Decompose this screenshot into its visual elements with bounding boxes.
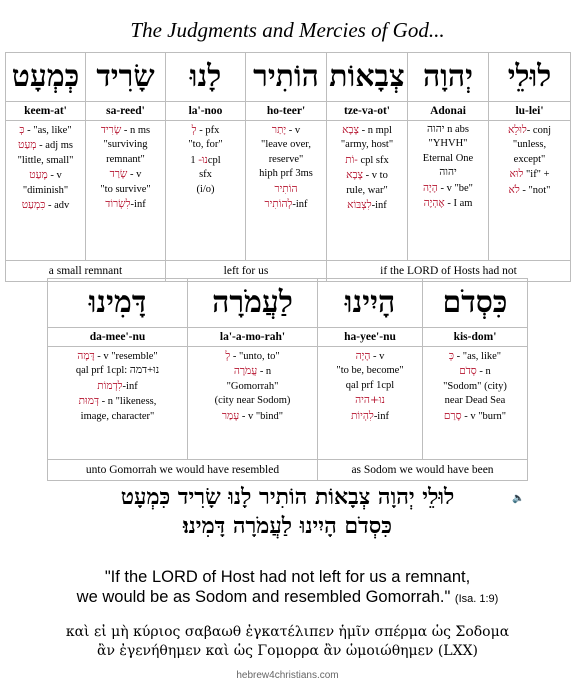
gloss-line: [410, 152, 486, 166]
gloss-hebrew: לִשְׂרוֹד: [105, 198, 131, 211]
gloss-cell: [48, 347, 188, 460]
gloss-line: [190, 394, 315, 408]
gloss-hebrew: לִהְיוֹת: [351, 409, 374, 422]
gloss-row: [48, 347, 528, 460]
translation-phrase: if the LORD of Hosts had not: [327, 261, 571, 282]
gloss-line: [491, 183, 568, 198]
gloss-line: [329, 138, 405, 152]
gloss-hebrew: לְ: [225, 350, 231, 362]
hebrew-word: הוֹתִיר: [246, 53, 327, 102]
gloss-text: - adj ms: [36, 140, 73, 152]
gloss-line: [8, 154, 83, 168]
transliteration: sa-reed': [86, 102, 166, 121]
gloss-hebrew: כְּ: [19, 124, 25, 136]
gloss-line: [190, 380, 315, 394]
gloss-text: "to, for": [188, 139, 223, 151]
gloss-line: [8, 138, 83, 153]
gloss-hebrew: לוּלֵא: [507, 124, 527, 136]
gloss-text: "leave over,: [261, 139, 311, 151]
word-table-2: [47, 278, 528, 481]
gloss-hebrew: מְעַט: [18, 139, 37, 152]
transliteration: la'-a-mo-rah': [188, 328, 318, 347]
gloss-text: - "as, like": [454, 351, 502, 362]
gloss-cell: [246, 121, 327, 261]
gloss-line: [410, 137, 486, 151]
gloss-hebrew: דְּמוּת: [78, 395, 99, 408]
gloss-text: - n: [257, 366, 272, 378]
gloss-line: [190, 409, 315, 424]
english-verse-text: we would be as Sodom and resembled Gomorrah.": [76, 588, 451, 606]
gloss-text: -inf: [130, 199, 146, 211]
transliteration: ho-teer': [246, 102, 327, 121]
gloss-text: - I am: [444, 198, 473, 210]
gloss-line: [425, 409, 525, 424]
gloss-text: - adv: [45, 200, 70, 212]
gloss-text: - n "likeness,: [99, 396, 157, 408]
gloss-line: [425, 380, 525, 394]
gloss-line: [329, 198, 405, 213]
gloss-text: "Gomorrah": [226, 380, 279, 392]
gloss-text: except": [513, 153, 546, 165]
gloss-text: Eternal One: [422, 152, 474, 164]
gloss-line: [248, 153, 324, 167]
gloss-cell: [318, 347, 423, 460]
gloss-text: rule, war": [346, 184, 388, 196]
gloss-text: - conj: [526, 125, 551, 136]
gloss-text: - v to: [363, 170, 388, 182]
gloss-line: [425, 364, 525, 379]
gloss-line: [320, 379, 420, 393]
gloss-hebrew: לְהוֹתִיר: [264, 198, 293, 211]
transliteration: Adonai: [408, 102, 489, 121]
gloss-text: "Sodom" (city): [443, 380, 507, 392]
gloss-hebrew: נוּ-: [198, 153, 208, 166]
gloss-text: - v "be": [437, 182, 473, 194]
gloss-line: [168, 123, 243, 138]
gloss-hebrew: עָמַר: [221, 409, 240, 422]
gloss-text: -inf: [122, 380, 138, 392]
gloss-line: [410, 181, 486, 196]
gloss-text: sfx: [199, 169, 212, 181]
gloss-hebrew: הָיָה: [423, 181, 438, 194]
hebrew-word: צְבָאוֹת: [327, 53, 408, 102]
gloss-text: "to be, become": [336, 365, 404, 377]
hebrew-word: הָיִינוּ: [318, 279, 423, 328]
translation-phrase: left for us: [166, 261, 327, 282]
gloss-cell: [166, 121, 246, 261]
gloss-line: [491, 167, 568, 182]
gloss-text: "surviving: [103, 139, 148, 151]
gloss-line: [190, 349, 315, 364]
word-table-1: [5, 52, 571, 282]
gloss-hebrew: דָּמָה: [77, 350, 95, 362]
gloss-text: image, character": [80, 410, 155, 422]
english-verse-line-2: [0, 587, 575, 609]
hebrew-word: לוּלֵי: [489, 53, 571, 102]
hebrew-word: כִּסְדֹם: [423, 279, 528, 328]
hebrew-row: [48, 279, 528, 328]
gloss-line: [248, 197, 324, 212]
gloss-line: [50, 364, 185, 378]
gloss-line: [88, 167, 163, 182]
gloss-line: [410, 166, 486, 180]
gloss-line: [491, 138, 568, 152]
transliteration: ha-yee'-nu: [318, 328, 423, 347]
gloss-text: near Dead Sea: [444, 395, 506, 407]
gloss-text: "army, host": [340, 139, 394, 151]
gloss-text: - v: [370, 351, 385, 362]
translation-phrase: as Sodom we would have been: [318, 460, 528, 481]
gloss-line: [8, 168, 83, 183]
transliteration: kis-dom': [423, 328, 528, 347]
gloss-cell: [423, 347, 528, 460]
gloss-hebrew: סָרַם: [443, 409, 462, 422]
gloss-text: "to survive": [100, 183, 151, 195]
gloss-text: - v "burn": [461, 410, 507, 422]
hebrew-verse-line-1: לוּלֵי יְהוָה צְבָאוֹת הוֹתִיר לָנוּ שָׂרִיד כִּמְעָט: [120, 484, 455, 510]
speaker-icon[interactable]: 🔈: [512, 493, 525, 504]
page-title: The Judgments and Mercies of God...: [130, 18, 445, 42]
hebrew-word: שָׂרִיד: [86, 53, 166, 102]
gloss-text: -inf: [371, 200, 387, 212]
gloss-line: [168, 138, 243, 152]
gloss-line: [88, 138, 163, 152]
gloss-line: [491, 153, 568, 167]
gloss-text: - pfx: [196, 125, 220, 136]
gloss-text: - v "bind": [239, 410, 284, 422]
gloss-text: יהוה n abs: [426, 124, 470, 135]
gloss-line: [329, 184, 405, 198]
gloss-row: [6, 121, 571, 261]
gloss-hebrew: כִּמְעַט: [21, 199, 46, 212]
gloss-line: [425, 394, 525, 408]
verse-reference: (Isa. 1:9): [454, 593, 499, 605]
gloss-line: [425, 349, 525, 364]
gloss-hebrew: מָעַט: [29, 169, 48, 182]
hebrew-word: כְּמְעָט: [6, 53, 86, 102]
gloss-text: -inf: [373, 410, 389, 422]
greek-verse-line-1: καὶ εἰ μὴ κύριος σαβαωθ ἐγκατέλιπεν ἡμῖν σπέρμα ὡς Σοδομα: [65, 624, 510, 640]
gloss-text: - "as, like": [24, 125, 72, 136]
gloss-text: hiph prf 3ms: [259, 168, 313, 180]
gloss-hebrew: לְ: [191, 124, 197, 136]
gloss-text: "if" +: [523, 169, 550, 181]
translation-phrase: unto Gomorrah we would have resembled: [48, 460, 318, 481]
gloss-line: [410, 123, 486, 137]
gloss-text: "diminish": [22, 184, 69, 196]
hebrew-row: [6, 53, 571, 102]
gloss-text: qal prf 1cpl: [345, 379, 395, 391]
gloss-line: [320, 409, 420, 424]
english-verse-line-1: "If the LORD of Host had not left for us a remnant,: [104, 568, 471, 586]
gloss-cell: [408, 121, 489, 261]
translation-phrase: a small remnant: [6, 261, 166, 282]
gloss-hebrew: סְדֹם: [459, 365, 477, 378]
hebrew-word: לָנוּ: [166, 53, 246, 102]
gloss-text: 1cpl: [190, 154, 221, 166]
gloss-text: - "not": [519, 184, 551, 196]
gloss-hebrew: שָׂרַד: [109, 168, 128, 181]
gloss-line: [50, 349, 185, 364]
greek-verse-line-2: ἂν ἐγενήθημεν καὶ ὡς Γομορρα ἂν ὡμοιώθημεν (LXX): [96, 643, 478, 659]
gloss-cell: [489, 121, 571, 261]
gloss-hebrew: צָבָא: [346, 169, 364, 182]
gloss-text: - v: [47, 170, 62, 182]
gloss-text: יהוה: [439, 167, 457, 179]
hebrew-word: יְהוָה: [408, 53, 489, 102]
gloss-text: - v: [286, 125, 301, 136]
gloss-cell: [86, 121, 166, 261]
gloss-hebrew: אֶהְיֶה: [423, 197, 445, 210]
gloss-line: [329, 168, 405, 183]
gloss-line: [320, 349, 420, 364]
gloss-text: reserve": [268, 153, 304, 165]
gloss-hebrew: וֹת-: [345, 153, 358, 166]
gloss-text: "YHVH": [428, 138, 468, 150]
gloss-line: [168, 168, 243, 182]
gloss-line: [50, 379, 185, 394]
transliteration: keem-at': [6, 102, 86, 121]
transliteration-row: [6, 102, 571, 121]
gloss-line: [8, 123, 83, 138]
gloss-line: [8, 184, 83, 198]
gloss-text: (city near Sodom): [214, 395, 291, 407]
gloss-hebrew: הָיָה: [355, 350, 371, 362]
hebrew-word: דָּמִינוּ: [48, 279, 188, 328]
gloss-hebrew: צָבָא: [342, 124, 359, 136]
gloss-line: [248, 167, 324, 181]
gloss-line: [88, 123, 163, 138]
gloss-cell: [188, 347, 318, 460]
translation-row: [48, 460, 528, 481]
gloss-text: - n mpl: [358, 125, 392, 136]
gloss-cell: [327, 121, 408, 261]
gloss-text: - v "resemble": [94, 351, 158, 362]
gloss-text: cpl sfx: [357, 154, 389, 166]
transliteration-row: [48, 328, 528, 347]
gloss-hebrew: שָׂרִיד: [100, 124, 122, 136]
gloss-line: [88, 183, 163, 197]
gloss-hebrew: לִדְמוֹת: [97, 379, 123, 392]
gloss-line: [410, 196, 486, 211]
gloss-hebrew: נוּ+היה: [355, 394, 385, 407]
gloss-hebrew: כְּ: [448, 350, 455, 362]
gloss-text: - "unto, to": [230, 351, 280, 362]
gloss-line: [88, 153, 163, 167]
gloss-line: [50, 410, 185, 424]
gloss-hebrew: עֲמֹרָה: [233, 365, 258, 378]
gloss-hebrew: לֹא: [508, 183, 520, 196]
gloss-line: [88, 197, 163, 212]
gloss-text: (i/o): [196, 183, 215, 195]
gloss-line: [8, 198, 83, 213]
gloss-text: -inf: [292, 199, 308, 211]
gloss-line: [320, 364, 420, 378]
gloss-text: qal prf 1cpl: נוּ+דמה: [75, 365, 160, 377]
gloss-text: - v: [127, 169, 142, 181]
gloss-line: [329, 123, 405, 138]
transliteration: tze-va-ot': [327, 102, 408, 121]
gloss-line: [190, 364, 315, 379]
gloss-line: [491, 123, 568, 138]
gloss-line: [50, 394, 185, 409]
gloss-cell: [6, 121, 86, 261]
transliteration: da-mee'-nu: [48, 328, 188, 347]
transliteration: lu-lei': [489, 102, 571, 121]
gloss-line: [329, 153, 405, 168]
gloss-line: [168, 183, 243, 197]
gloss-text: - n ms: [121, 125, 151, 136]
gloss-hebrew: הוֹתִיר: [274, 182, 298, 195]
gloss-line: [320, 393, 420, 408]
gloss-hebrew: לוּא: [509, 168, 524, 181]
transliteration: la'-noo: [166, 102, 246, 121]
gloss-text: remnant": [106, 153, 145, 165]
gloss-line: [168, 153, 243, 168]
gloss-text: "unless,: [512, 139, 547, 151]
gloss-line: [248, 123, 324, 138]
gloss-line: [248, 182, 324, 197]
gloss-line: [248, 138, 324, 152]
gloss-hebrew: יָתַר: [271, 124, 287, 136]
site-footer: hebrew4christians.com: [236, 670, 339, 681]
gloss-text: "little, small": [17, 154, 74, 166]
gloss-hebrew: לִצְבּוֹא: [347, 199, 372, 212]
gloss-text: - n: [476, 366, 491, 378]
hebrew-word: לַעֲמֹרָה: [188, 279, 318, 328]
hebrew-verse-line-2: כִּסְדֹם הָיִינוּ לַעֲמֹרָה דָּמִינוּ׃: [183, 513, 392, 539]
